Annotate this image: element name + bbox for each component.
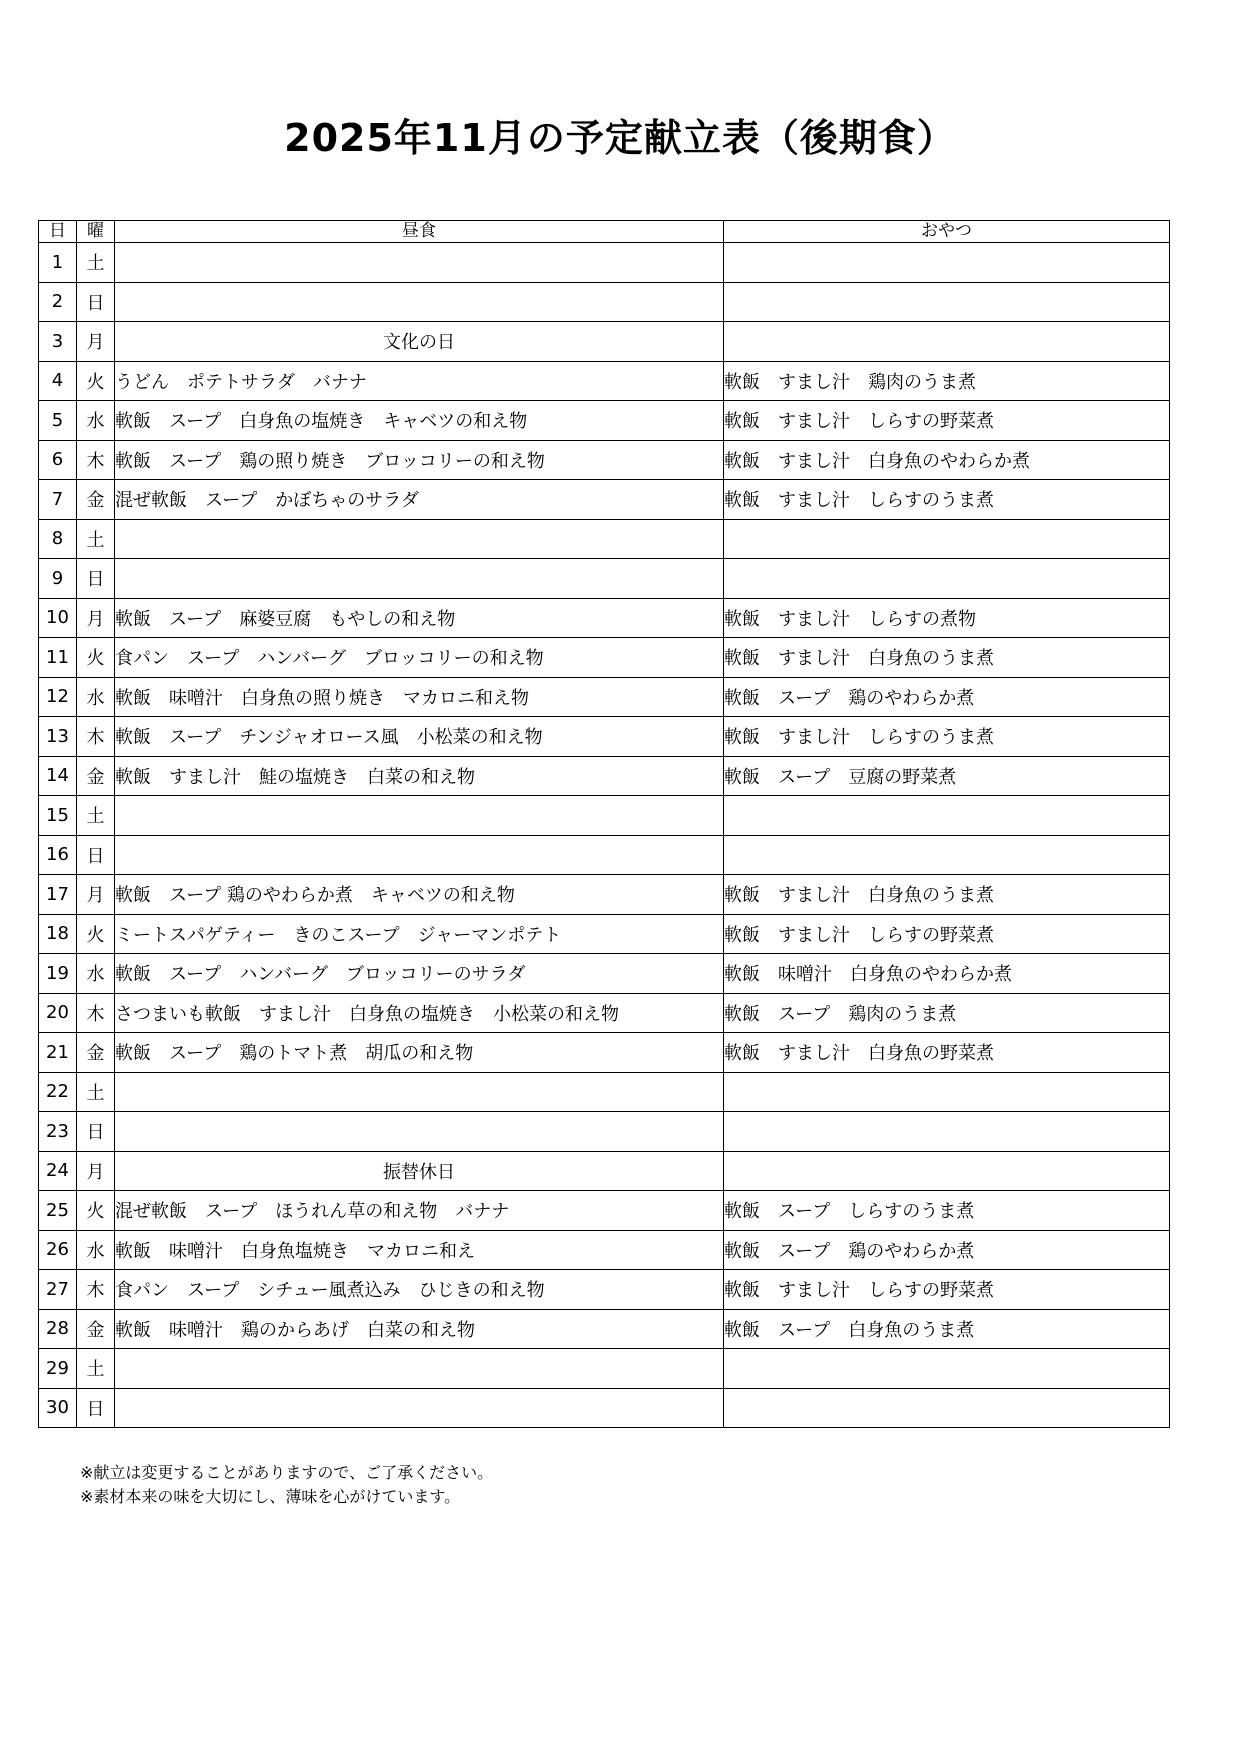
table-row [39, 875, 1170, 915]
table-row [39, 1112, 1170, 1152]
holiday-cell: 文化の日 [115, 322, 724, 362]
snack-cell: 軟飯 すまし汁 しらすのうま煮 [724, 717, 1170, 757]
table-row [39, 519, 1170, 559]
table-row [39, 1309, 1170, 1349]
table-row [39, 796, 1170, 836]
holiday-cell: 振替休日 [115, 1151, 724, 1191]
note-line: ※献立は変更することがありますので、ご了承ください。 [80, 1463, 494, 1482]
weekday-cell: 日 [77, 282, 115, 322]
day-cell: 27 [39, 1270, 77, 1310]
header-weekday: 曜 [77, 221, 115, 243]
day-cell: 1 [39, 243, 77, 283]
lunch-cell: 軟飯 スープ 白身魚の塩焼き キャベツの和え物 [115, 401, 724, 441]
day-cell: 3 [39, 322, 77, 362]
snack-cell: 軟飯 すまし汁 白身魚のやわらか煮 [724, 440, 1170, 480]
page-title: 2025年11月の予定献立表（後期食） [284, 116, 956, 160]
weekday-cell: 金 [77, 756, 115, 796]
weekday-cell: 水 [77, 677, 115, 717]
day-cell: 25 [39, 1191, 77, 1231]
table-row [39, 598, 1170, 638]
weekday-cell: 水 [77, 401, 115, 441]
weekday-cell: 木 [77, 717, 115, 757]
lunch-cell [115, 1349, 724, 1389]
table-header-row [39, 221, 1170, 243]
weekday-cell: 木 [77, 993, 115, 1033]
table-row [39, 914, 1170, 954]
day-cell: 15 [39, 796, 77, 836]
lunch-cell: 軟飯 スープ 鶏のトマト煮 胡瓜の和え物 [115, 1033, 724, 1073]
weekday-cell: 土 [77, 243, 115, 283]
day-cell: 18 [39, 914, 77, 954]
day-cell: 8 [39, 519, 77, 559]
lunch-cell [115, 559, 724, 599]
day-cell: 20 [39, 993, 77, 1033]
weekday-cell: 土 [77, 1072, 115, 1112]
weekday-cell: 土 [77, 1349, 115, 1389]
day-cell: 2 [39, 282, 77, 322]
lunch-cell [115, 519, 724, 559]
table-row [39, 835, 1170, 875]
lunch-cell [115, 835, 724, 875]
snack-cell [724, 1388, 1170, 1428]
table-row [39, 1072, 1170, 1112]
snack-cell: 軟飯 スープ 白身魚のうま煮 [724, 1309, 1170, 1349]
snack-cell: 軟飯 すまし汁 しらすの煮物 [724, 598, 1170, 638]
day-cell: 16 [39, 835, 77, 875]
lunch-cell: 軟飯 すまし汁 鮭の塩焼き 白菜の和え物 [115, 756, 724, 796]
snack-cell: 軟飯 すまし汁 しらすのうま煮 [724, 480, 1170, 520]
table-row [39, 1191, 1170, 1231]
weekday-cell: 土 [77, 519, 115, 559]
table-row [39, 401, 1170, 441]
lunch-cell: ミートスパゲティー きのこスープ ジャーマンポテト [115, 914, 724, 954]
snack-cell [724, 1349, 1170, 1389]
snack-cell [724, 796, 1170, 836]
table-row [39, 638, 1170, 678]
table-row [39, 243, 1170, 283]
table-row [39, 756, 1170, 796]
snack-cell [724, 519, 1170, 559]
lunch-cell: 混ぜ軟飯 スープ ほうれん草の和え物 バナナ [115, 1191, 724, 1231]
day-cell: 29 [39, 1349, 77, 1389]
snack-cell [724, 559, 1170, 599]
weekday-cell: 日 [77, 1388, 115, 1428]
table-row [39, 440, 1170, 480]
lunch-cell: さつまいも軟飯 すまし汁 白身魚の塩焼き 小松菜の和え物 [115, 993, 724, 1033]
lunch-cell [115, 796, 724, 836]
weekday-cell: 水 [77, 954, 115, 994]
snack-cell: 軟飯 すまし汁 しらすの野菜煮 [724, 1270, 1170, 1310]
day-cell: 22 [39, 1072, 77, 1112]
lunch-cell: うどん ポテトサラダ バナナ [115, 361, 724, 401]
weekday-cell: 日 [77, 559, 115, 599]
lunch-cell [115, 1072, 724, 1112]
snack-cell: 軟飯 すまし汁 白身魚の野菜煮 [724, 1033, 1170, 1073]
weekday-cell: 木 [77, 1270, 115, 1310]
weekday-cell: 火 [77, 361, 115, 401]
snack-cell: 軟飯 すまし汁 白身魚のうま煮 [724, 638, 1170, 678]
table-row [39, 1151, 1170, 1191]
weekday-cell: 月 [77, 598, 115, 638]
snack-cell [724, 1151, 1170, 1191]
snack-cell: 軟飯 スープ 鶏肉のうま煮 [724, 993, 1170, 1033]
snack-cell: 軟飯 スープ 鶏のやわらか煮 [724, 677, 1170, 717]
snack-cell: 軟飯 すまし汁 しらすの野菜煮 [724, 401, 1170, 441]
weekday-cell: 木 [77, 440, 115, 480]
table-row [39, 1033, 1170, 1073]
table-row [39, 993, 1170, 1033]
lunch-cell: 軟飯 スープ 麻婆豆腐 もやしの和え物 [115, 598, 724, 638]
lunch-cell [115, 1388, 724, 1428]
day-cell: 13 [39, 717, 77, 757]
day-cell: 24 [39, 1151, 77, 1191]
header-lunch: 昼食 [115, 221, 724, 243]
table-row [39, 480, 1170, 520]
day-cell: 7 [39, 480, 77, 520]
weekday-cell: 金 [77, 480, 115, 520]
lunch-cell: 軟飯 味噌汁 鶏のからあげ 白菜の和え物 [115, 1309, 724, 1349]
snack-cell [724, 1072, 1170, 1112]
notes [80, 1461, 493, 1509]
table-row [39, 717, 1170, 757]
table-row [39, 361, 1170, 401]
snack-cell: 軟飯 味噌汁 白身魚のやわらか煮 [724, 954, 1170, 994]
day-cell: 11 [39, 638, 77, 678]
lunch-cell: 軟飯 スープ チンジャオロース風 小松菜の和え物 [115, 717, 724, 757]
table-row [39, 954, 1170, 994]
snack-cell: 軟飯 スープ 豆腐の野菜煮 [724, 756, 1170, 796]
table-row [39, 1349, 1170, 1389]
lunch-cell: 軟飯 スープ 鶏の照り焼き ブロッコリーの和え物 [115, 440, 724, 480]
snack-cell: 軟飯 スープ しらすのうま煮 [724, 1191, 1170, 1231]
day-cell: 17 [39, 875, 77, 915]
day-cell: 26 [39, 1230, 77, 1270]
table-row [39, 559, 1170, 599]
lunch-cell: 軟飯 スープ ハンバーグ ブロッコリーのサラダ [115, 954, 724, 994]
day-cell: 4 [39, 361, 77, 401]
snack-cell: 軟飯 すまし汁 鶏肉のうま煮 [724, 361, 1170, 401]
day-cell: 6 [39, 440, 77, 480]
table-row [39, 1388, 1170, 1428]
lunch-cell [115, 1112, 724, 1152]
table-row [39, 322, 1170, 362]
weekday-cell: 日 [77, 835, 115, 875]
header-snack: おやつ [724, 221, 1170, 243]
weekday-cell: 火 [77, 638, 115, 678]
weekday-cell: 金 [77, 1033, 115, 1073]
menu-table [38, 220, 1170, 1428]
day-cell: 5 [39, 401, 77, 441]
weekday-cell: 火 [77, 914, 115, 954]
weekday-cell: 金 [77, 1309, 115, 1349]
weekday-cell: 日 [77, 1112, 115, 1152]
lunch-cell: 混ぜ軟飯 スープ かぼちゃのサラダ [115, 480, 724, 520]
snack-cell: 軟飯 スープ 鶏のやわらか煮 [724, 1230, 1170, 1270]
weekday-cell: 土 [77, 796, 115, 836]
day-cell: 21 [39, 1033, 77, 1073]
lunch-cell: 軟飯 味噌汁 白身魚塩焼き マカロニ和え [115, 1230, 724, 1270]
weekday-cell: 火 [77, 1191, 115, 1231]
note-line: ※素材本来の味を大切にし、薄味を心がけています。 [80, 1487, 461, 1506]
day-cell: 23 [39, 1112, 77, 1152]
header-day: 日 [39, 221, 77, 243]
table-row [39, 1270, 1170, 1310]
weekday-cell: 月 [77, 1151, 115, 1191]
table-row [39, 1230, 1170, 1270]
day-cell: 14 [39, 756, 77, 796]
lunch-cell [115, 243, 724, 283]
snack-cell [724, 835, 1170, 875]
weekday-cell: 月 [77, 875, 115, 915]
day-cell: 12 [39, 677, 77, 717]
lunch-cell: 食パン スープ シチュー風煮込み ひじきの和え物 [115, 1270, 724, 1310]
day-cell: 28 [39, 1309, 77, 1349]
lunch-cell [115, 282, 724, 322]
weekday-cell: 月 [77, 322, 115, 362]
table-row [39, 677, 1170, 717]
snack-cell [724, 282, 1170, 322]
weekday-cell: 水 [77, 1230, 115, 1270]
day-cell: 9 [39, 559, 77, 599]
snack-cell [724, 1112, 1170, 1152]
day-cell: 30 [39, 1388, 77, 1428]
day-cell: 10 [39, 598, 77, 638]
lunch-cell: 軟飯 味噌汁 白身魚の照り焼き マカロニ和え物 [115, 677, 724, 717]
table-row [39, 282, 1170, 322]
lunch-cell: 食パン スープ ハンバーグ ブロッコリーの和え物 [115, 638, 724, 678]
lunch-cell: 軟飯 スープ 鶏のやわらか煮 キャベツの和え物 [115, 875, 724, 915]
snack-cell [724, 322, 1170, 362]
menu-table-body [39, 243, 1170, 1428]
snack-cell: 軟飯 すまし汁 しらすの野菜煮 [724, 914, 1170, 954]
snack-cell [724, 243, 1170, 283]
snack-cell: 軟飯 すまし汁 白身魚のうま煮 [724, 875, 1170, 915]
day-cell: 19 [39, 954, 77, 994]
